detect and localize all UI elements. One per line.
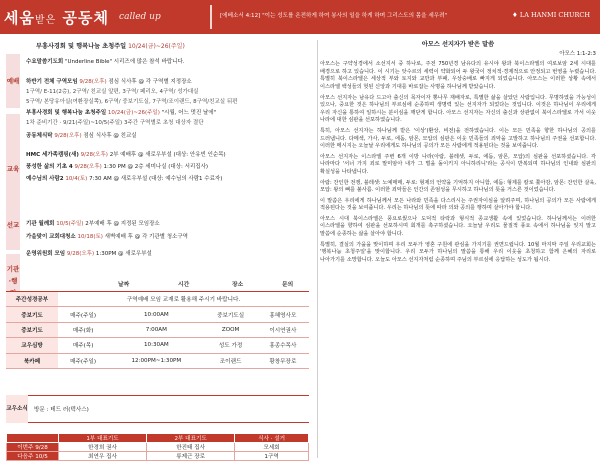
- worship-schedule-table: [6, 291, 309, 369]
- church-name: ♦ LA HANMI CHURCH: [512, 11, 590, 19]
- article-paragraph: 아모스 선지자는 남유다 드고아 출신의 목자이자 뽕나무 재배자로, 특별한 삶을 살았던 사람입니다. 무명하였을 가능성이 있으나, 중요한 것은 하나님의 부르심에 순종하며 생명력 있는 선지자가 되었다는 것입니다. 이것은 하나님이 우리에게 우리 자신을 통하여 일하시는 분이심을 깨닫게 합니다. 아모스 선지자는 자신의 출신과 상관없이 북이스라엘로 가서 이웃 나라에 대한 심판을 선포하였습니다.: [320, 94, 596, 124]
- article-paragraph: 이 말씀은 우리에게 하나님께서 모든 나라와 민족을 다스리시는 주권자이심을 알려주며, 하나님의 공의가 모든 사람에게 적용된다는 것을 보여줍니다. 우리는 하나님의 뜻에 따라 의와 공의를 행하며 살아가야 합니다.: [320, 197, 596, 212]
- table-row: 중보기도 매주(주일) 10:00AM 중보기도실 홍혜영사모: [6, 307, 309, 322]
- table-header-contact: 문의: [282, 282, 294, 288]
- announcement-row: 수요말씀기도회 "Underline Bible" 시리즈에 많은 참석 바랍니다.: [26, 59, 185, 65]
- table-header-date: 날짜: [118, 282, 130, 288]
- header-banner: [0, 0, 600, 34]
- side-label-admin: 기관·행: [6, 254, 20, 308]
- table-header-place: 장소: [232, 282, 244, 288]
- article-paragraph: 아모스는 구약성경에서 소선지서 중 하나로, 주전 750년경 남유다의 유시야 왕과 북이스라엘의 여로보암 2세 시대를 배경으로 하고 있습니다. 이 시기는 앗수르의 세력이 약화되어 두 왕국이 정치적·경제적으로 안정되고 번영을 누렸습니다. 특별히 북이스라엘은 세상적 부와 토지와 교만과 부패, 우상숭배로 빠지게 되었습니다. 아모스는 이러한 상황 속에서 이스라엘 백성들의 헛된 신앙과 기대를 바로잡는 사명을 하나님께 받았습니다.: [320, 61, 596, 90]
- announcement-row: 예수님의 사람2 10/4(토) 7:30 AM @ 새로우부설 (대상: 예수님의 사람1 수료자): [26, 176, 223, 182]
- member-news-text: 방문 : 테드 러(텍사스): [34, 407, 89, 413]
- announcement-row: 풍성한 삶의 기초 4 9/28(오후) 1:30 PM @ 2층 세미나실 (대상: 서리집사): [26, 164, 209, 170]
- article-reference: 아모스 1:1-2:3: [559, 50, 596, 57]
- announcement-row: 가을맞이 교회대청소 10/18(토) 새벽예배 후 @ 각 기관별 청소구역: [26, 234, 188, 240]
- header-verse: [에베소서 4:12] "이는 성도를 온전하게 하여 봉사의 일을 하게 하며 그리스도의 몸을 세우려": [220, 13, 448, 19]
- church-logo: [4, 3, 161, 31]
- logo-title: 세움받은 공동체: [4, 8, 110, 27]
- announcement-row: 공동체식탁 9/28(오후) 점심 식사후 @ 친교실: [26, 133, 137, 139]
- header-divider: [210, 5, 212, 29]
- article-paragraph: 아모스 선지자는 이스라엘 주변 6개 이방 나라(아람, 블레셋, 두로, 에돔, 암몬, 모압)의 심판을 선포하셨습니다. 각 나라마다 '서너 가지 죄로 말미암아 내가 그 벌을 돌이키지 아니하리니'라는 공식이 반복되며 하나님의 인내와 심판의 확실성을 나타냅니다.: [320, 153, 596, 175]
- side-label-mission: 선교: [6, 200, 20, 250]
- announcement-row: 1차 준비기간 · 9/21(주일)~10/5(주일) 3주간 구역별로 초청 대상자 결단: [26, 120, 204, 126]
- side-label-education: 교육: [6, 114, 20, 224]
- logo-subtitle: called up: [119, 12, 161, 22]
- announcement-row: 1구역/ E-11(2층), 2구역/ 친교실 앞편, 3구역/ 페리오, 4구역/ 성가대실: [26, 89, 199, 95]
- article-paragraph: 특별히, 결실의 가을을 맞이하며 우리 모두가 영혼 구원에 관심을 가지기를 권면드립니다. 10월 마지막 주일 우리교회는 '행복나눔 초청주일'을 맞이합니다. 우리 모두가 하나님의 말씀을 통해 우리 이웃을 초청하고 함께 은혜의 자리로 나아가기를 소망합니다. 오늘도 아모스 선지자처럼 순종하며 주님의 부르심에 응답하는 성도가 됩시다.: [320, 241, 596, 263]
- announcement-row: HMC 세가족캠핑(새) 9/28(오후) 2부 예배후 @ 새로우부설 (대상: 안유빈 인순목): [26, 152, 226, 158]
- duty-roster-table: [6, 433, 309, 461]
- article-paragraph: 아모스 시대 북이스라엘은 풍요로웠으나 도덕적 타락과 형식적 종교생활 속에 있었습니다. 하나님께서는 이러한 이스라엘을 향하여 심판을 선포하시며 회개를 촉구하셨습니다. 오늘날 우리도 물질적 풍요 속에서 하나님을 잊지 말고 말씀에 순종하는 삶을 살아야 합니다.: [320, 215, 596, 238]
- article-title: 아모스 선지자가 받은 말씀: [421, 41, 495, 48]
- table-row: 주간성경공부 구역예배 모임 교재로 활용해 주시기 바랍니다.: [6, 292, 309, 307]
- announcement-row: 기관 월례회 10/5(주일) 2부예배 후 @ 지정된 모임장소: [26, 221, 160, 227]
- table-row: 중보기도 매주(화) 7:00AM ZOOM 이시연권사: [6, 322, 309, 337]
- sermon-article: [320, 38, 596, 264]
- article-paragraph: 특히, 아모스 선지자는 하나님께 받은 '이상'(환상, 비전)을 전하였습니다. 이는 모든 민족을 향한 하나님의 공의를 드러냅니다. 다메섹, 가사, 두로, 에돔, 암몬, 모압의 심판은 이웃 민족들의 죄악을 고발하고 하나님의 주권을 선포합니다. 이러한 메시지는 오늘날 우리에게도 하나님의 공의가 모든 사람에게 적용된다는 것을 보여줍니다.: [320, 127, 596, 150]
- announcement-title: 부흥사경회 및 행복나눔 초청주일 10/24(금)~26(주일): [36, 43, 185, 50]
- table-header-time: 시간: [178, 282, 190, 288]
- announcement-row: 하반기 전체 구역모임 9/28(오후) 점심 식사후 @ 각 구역별 지정장소: [26, 79, 192, 85]
- announcement-row: 부흥사경회 및 행복나눔 초청주일 10/24(금)~26(주일) "시월, 어느 멋진 날에": [26, 110, 217, 116]
- table-row: 이번주 9/28 한경희 권사 한진태 집사 모세회: [7, 443, 309, 452]
- table-row: 다음주 10/5 최연우 집사 류제근 장로 1구역: [7, 452, 309, 461]
- table-row: 북카페 매주(주일) 12:00PM~1:30PM 조이랜드 황창무장로: [6, 353, 309, 368]
- table-row: 교우심방 매주(목) 10:30AM 성도 가정 홍종수목사: [6, 338, 309, 353]
- column-divider: [317, 40, 318, 458]
- announcement-row: 5구역/ 본당유아실(여환장실쪽), 6구역/ 중보기도실, 7구역/조이랜드, 8구역/친교실 뒤편: [26, 99, 238, 105]
- side-label-worship: 예배: [6, 54, 20, 108]
- member-news-label: 교우소식: [6, 395, 28, 423]
- table-row: 1부 대표기도 2부 대표기도 식사 · 설거: [7, 434, 309, 443]
- announcement-row: 운영위원회 모임 9/28(오후) 1:30PM @ 새로우부설: [26, 251, 152, 257]
- article-paragraph: 아람: 잔인한 전쟁, 블레셋: 노예매매, 두로: 형제의 언약을 기억하지 아니함, 에돔: 형제를 칼로 쫓아감, 암몬: 잔인한 살육, 모압: 왕의 뼈를 불사름. 이러한 죄악들은 인간의 존엄성을 무시하고 하나님의 뜻을 거스른 것이었습니다.: [320, 179, 596, 194]
